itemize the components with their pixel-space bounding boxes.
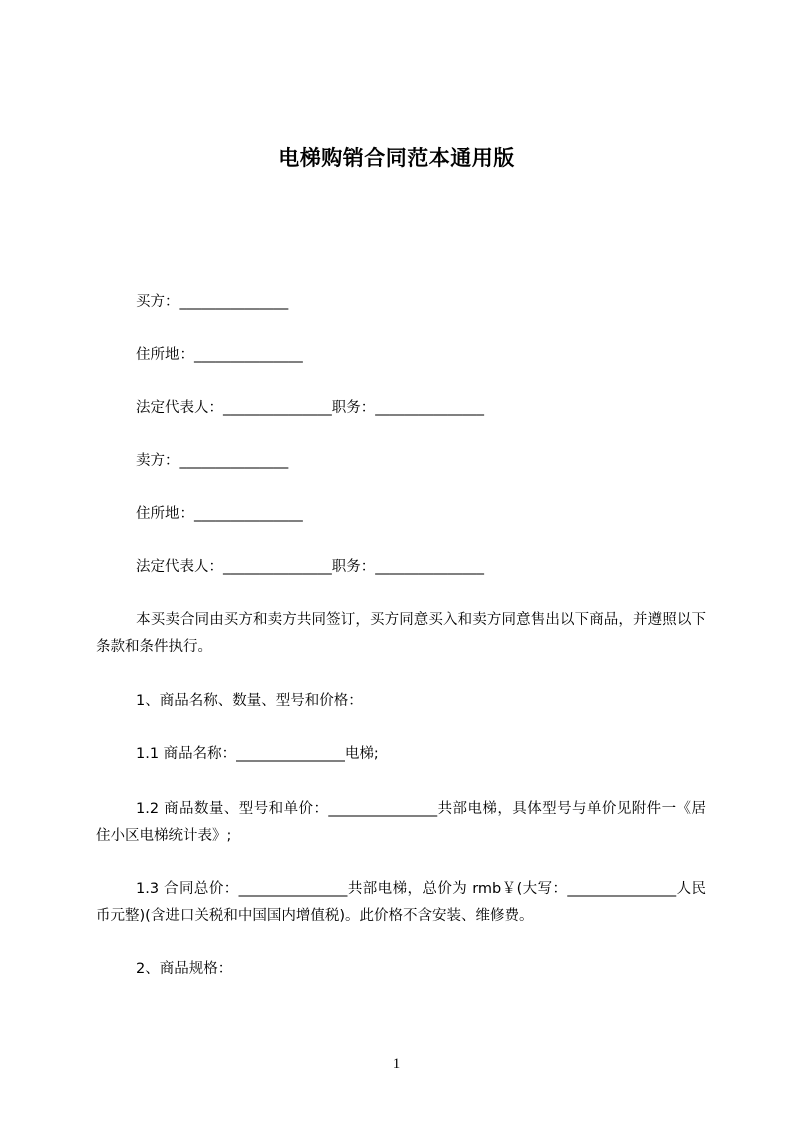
buyer-representative-line: 法定代表人：_______________职务：_______________ [136,400,484,416]
intro-text: 本买卖合同由买方和卖方共同签订，买方同意买入和卖方同意售出以下商品，并遵照以下条款和条件执行。 [96,612,706,655]
section-1-3-paragraph [96,876,706,930]
seller-representative-line: 法定代表人：_______________职务：_______________ [136,559,484,575]
seller-address-line: 住所地：_______________ [136,506,303,522]
section-1-1-line: 1.1 商品名称：_______________电梯; [136,746,379,762]
intro-paragraph [96,607,706,661]
buyer-line: 买方：_______________ [136,294,289,310]
page-number: 1 [392,1056,401,1072]
section-1-2-text: 1.2 商品数量、型号和单价：_______________共部电梯，具体型号与单价见附件一《居住小区电梯统计表》; [96,801,706,844]
section-1-heading: 1、商品名称、数量、型号和价格： [136,693,363,709]
document-title: 电梯购销合同范本通用版 [278,146,515,170]
seller-line: 卖方：_______________ [136,453,289,469]
section-1-2-paragraph [96,796,706,850]
buyer-address-line: 住所地：_______________ [136,347,303,363]
section-2-heading: 2、商品规格： [136,961,233,977]
section-1-3-text: 1.3 合同总价：_______________共部电梯，总价为 rmb￥(大写：_______________人民币元整)(含进口关税和中国国内增值税)。此价格不含安装、维修费。 [96,881,706,924]
